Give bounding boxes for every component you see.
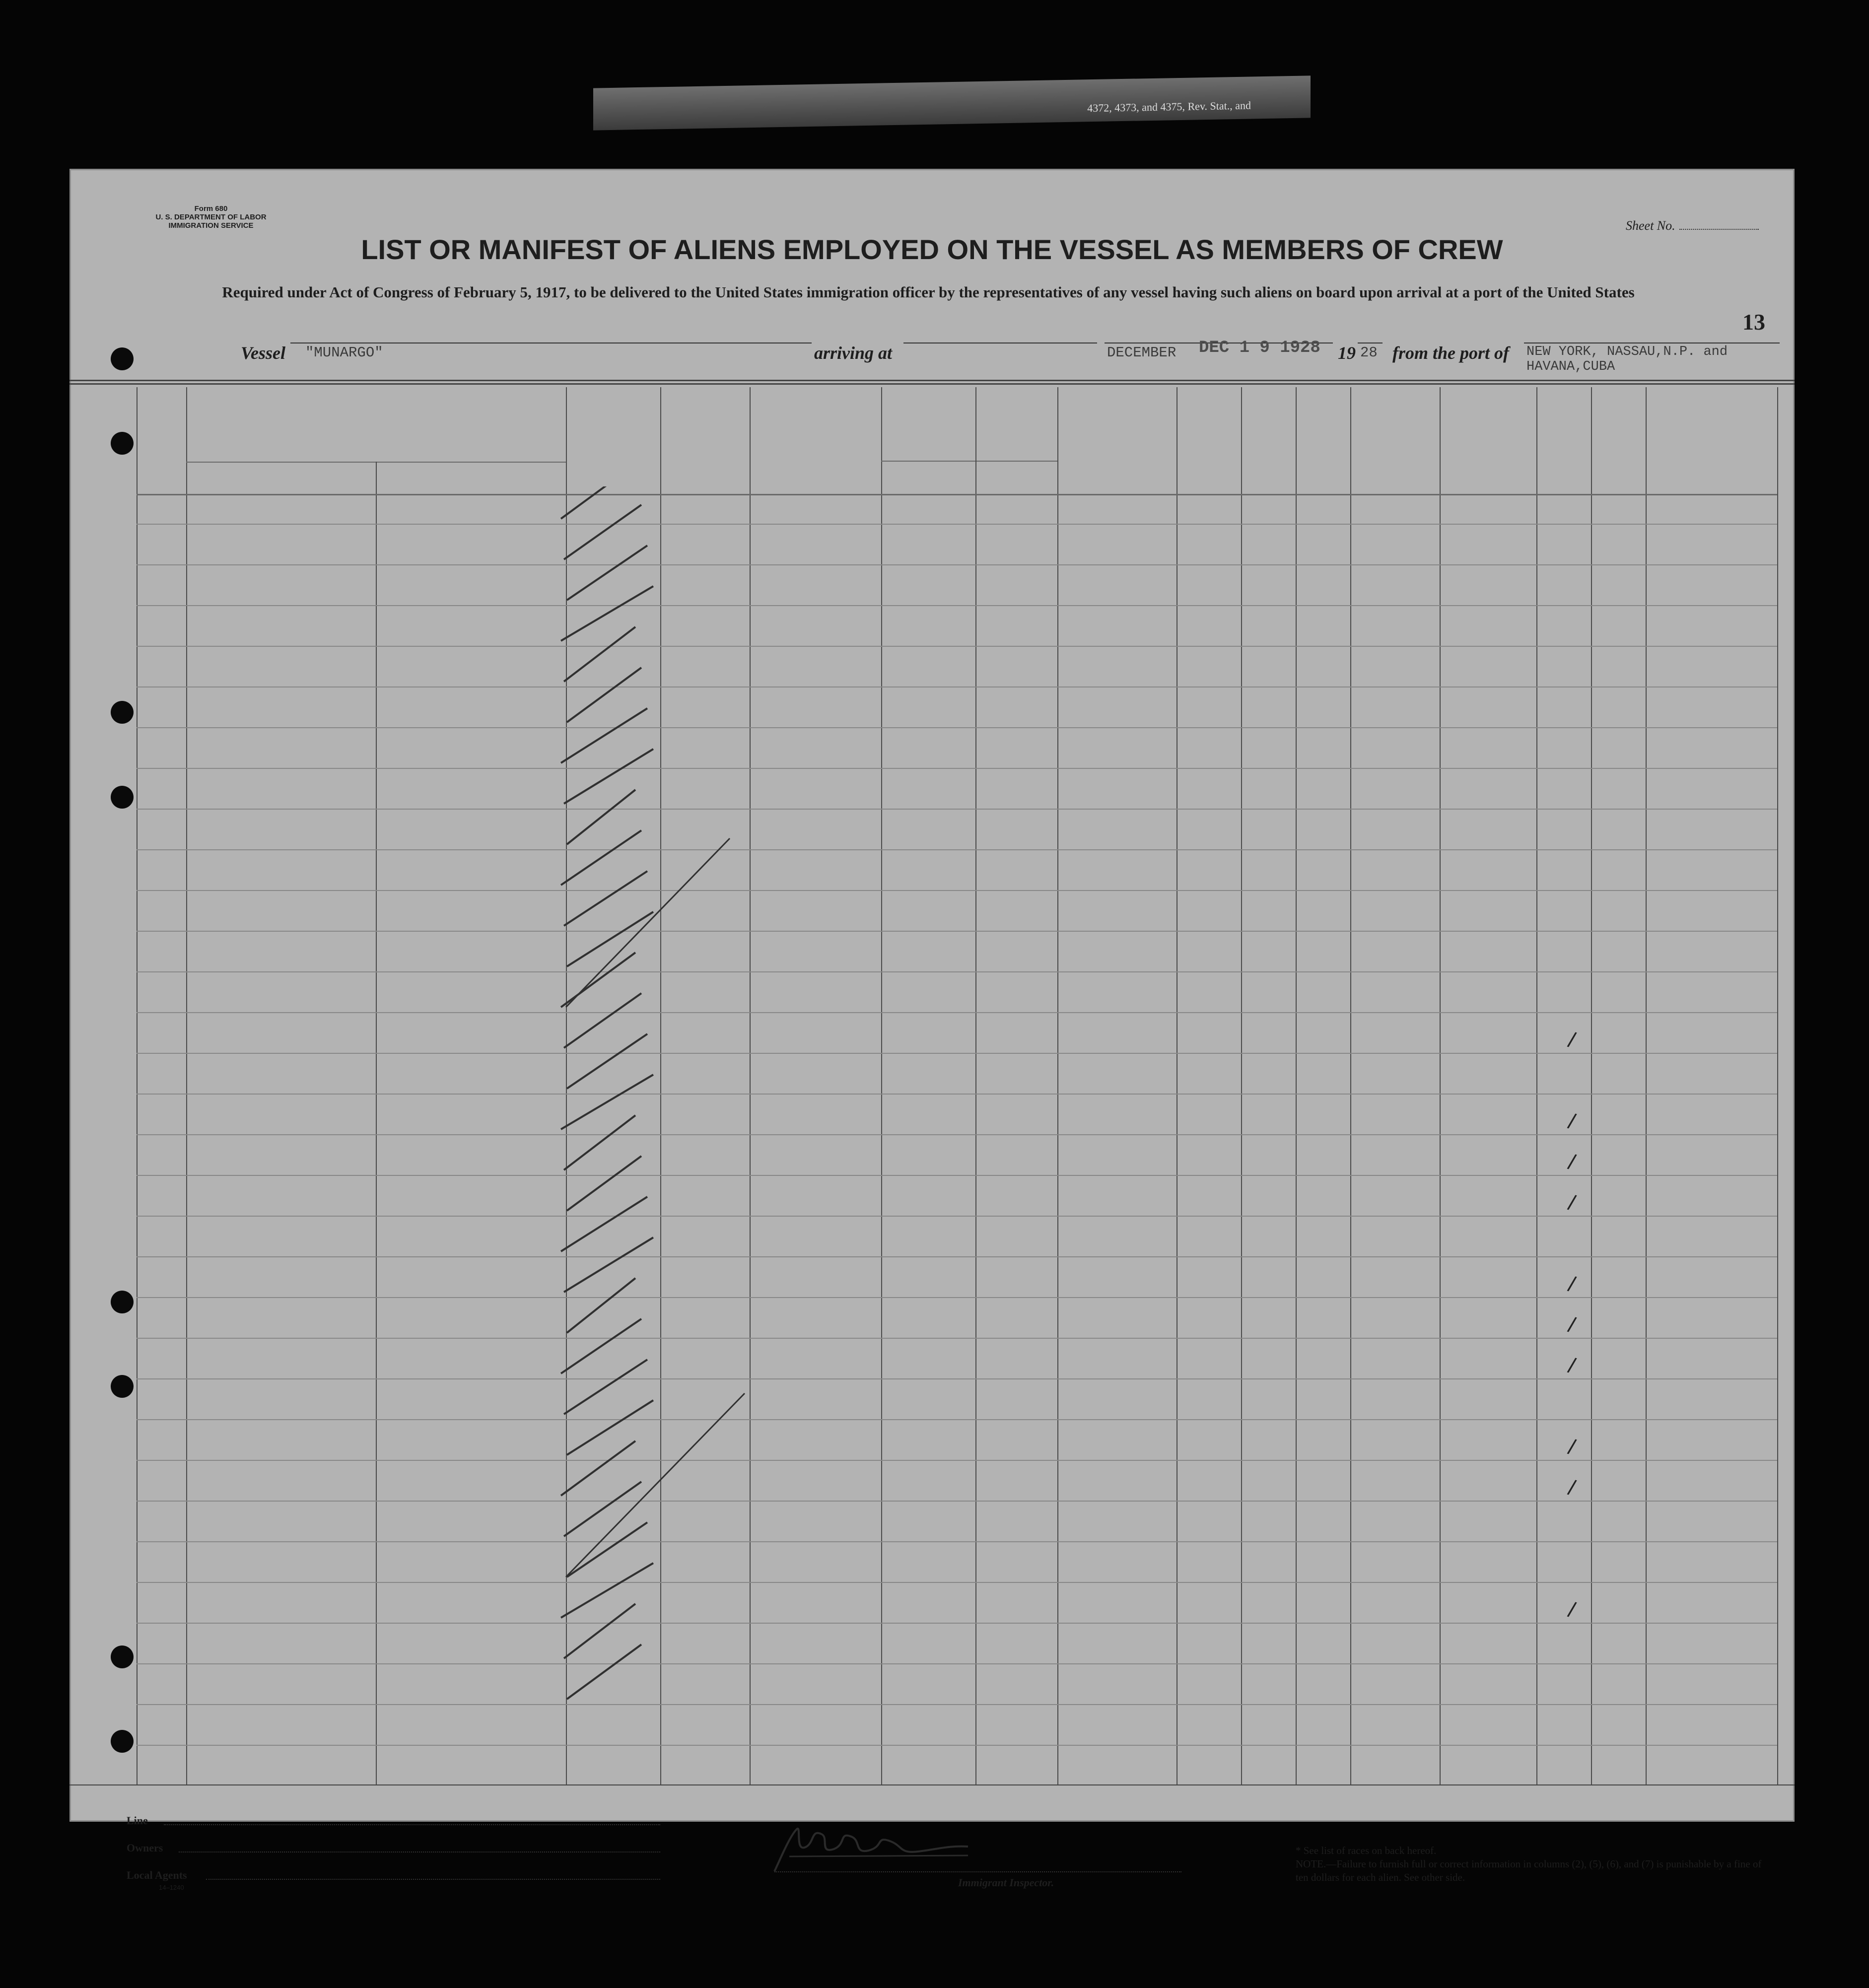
- penalty-note: NOTE.—Failure to furnish full or correct information in columns (2), (5), (6), and (7) is punishable by a fine of ten dollars for each alien. See other side.: [1296, 1858, 1762, 1883]
- attached-paper-strip: 4372, 4373, and 4375, Rev. Stat., and: [593, 75, 1311, 130]
- check-mark: /: [1565, 1272, 1578, 1297]
- pen-stroke: [564, 871, 647, 926]
- row-divider: [137, 1134, 1777, 1135]
- column-divider: [1777, 387, 1778, 1784]
- pen-stroke: [564, 993, 641, 1048]
- inspector-signature: [760, 1807, 1038, 1881]
- row-divider: [137, 564, 1777, 565]
- check-mark: /: [1565, 1150, 1578, 1175]
- header-bottom-rule: [137, 494, 1777, 495]
- pen-stroke: [567, 1645, 641, 1699]
- pen-stroke: [566, 838, 730, 1007]
- header-divider: [881, 461, 1057, 462]
- line-label: Line: [127, 1814, 148, 1827]
- check-mark: /: [1565, 1435, 1578, 1460]
- sheet-number-field: Sheet No.: [1626, 218, 1759, 233]
- pen-stroke: [564, 1237, 653, 1292]
- row-divider: [137, 1012, 1777, 1013]
- row-divider: [137, 1419, 1777, 1420]
- row-divider: [137, 1704, 1777, 1705]
- pen-stroke: [564, 1115, 635, 1170]
- owners-label: Owners: [127, 1842, 163, 1854]
- row-divider: [137, 1297, 1777, 1298]
- check-mark: /: [1565, 1597, 1578, 1623]
- row-divider: [137, 727, 1777, 728]
- inspector-label: Immigrant Inspector.: [958, 1876, 1054, 1889]
- column-divider: [881, 387, 882, 1784]
- column-divider: [1241, 387, 1242, 1784]
- footnotes: [1296, 1844, 1767, 1884]
- pen-stroke: [567, 546, 647, 600]
- pen-stroke: [564, 505, 641, 559]
- row-divider: [137, 1745, 1777, 1746]
- pen-stroke: [567, 1278, 635, 1333]
- pen-stroke: [567, 790, 635, 844]
- manifest-sheet: [69, 169, 1795, 1891]
- pen-stroke: [564, 1482, 641, 1536]
- pen-stroke: [567, 912, 653, 966]
- row-divider: [137, 646, 1777, 647]
- from-port-label: from the port of: [1392, 343, 1510, 363]
- check-mark: /: [1565, 1353, 1578, 1378]
- service-name: IMMIGRATION SERVICE: [168, 221, 254, 230]
- page-subtitle: Required under Act of Congress of February 5, 1917, to be delivered to the United States immigration officer by the representatives of any vessel having such aliens on board upon arrival at a port of the United States: [222, 283, 1635, 301]
- arriving-label: arriving at: [814, 343, 893, 363]
- column-divider: [1591, 387, 1592, 1784]
- agents-form-code: 14–1240: [159, 1884, 184, 1891]
- column-divider: [975, 461, 976, 1784]
- column-divider: [376, 462, 377, 1784]
- column-divider: [1296, 387, 1297, 1784]
- pen-stroke: [561, 486, 635, 519]
- check-mark: /: [1565, 1028, 1578, 1053]
- pen-stroke: [564, 1360, 647, 1414]
- arrival-month: DECEMBER: [1107, 344, 1177, 361]
- pen-stroke: [567, 1034, 647, 1089]
- row-divider: [137, 890, 1777, 891]
- column-divider: [1536, 387, 1537, 1784]
- pen-stroke: [561, 1441, 635, 1496]
- form-number: Form 680: [194, 205, 228, 213]
- row-divider: [137, 1216, 1777, 1217]
- pen-stroke: [564, 627, 635, 682]
- row-divider: [137, 768, 1777, 769]
- row-divider: [137, 809, 1777, 810]
- year-suffix: 28: [1360, 344, 1378, 361]
- pen-stroke: [561, 953, 635, 1007]
- pen-stroke: [566, 1393, 745, 1577]
- row-divider: [137, 605, 1777, 606]
- row-divider: [137, 1175, 1777, 1176]
- page-number: 13: [1742, 309, 1765, 335]
- column-divider: [1350, 387, 1351, 1784]
- local-agents-label: Local Agents: [127, 1869, 187, 1881]
- row-divider: [137, 1663, 1777, 1664]
- crew-table: [69, 169, 1795, 1822]
- department-name: U. S. DEPARTMENT OF LABOR: [155, 213, 267, 221]
- pen-stroke: [567, 1522, 647, 1577]
- column-divider: [1440, 387, 1441, 1784]
- row-divider: [137, 1501, 1777, 1502]
- year-prefix: 19: [1338, 343, 1356, 363]
- row-divider: [137, 1338, 1777, 1339]
- row-divider: [137, 931, 1777, 932]
- column-divider: [1057, 387, 1058, 1784]
- pen-stroke: [567, 1156, 641, 1211]
- check-mark: /: [1565, 1312, 1578, 1338]
- row-divider: [137, 849, 1777, 850]
- row-divider: [137, 1582, 1777, 1583]
- pen-stroke: [564, 1604, 635, 1658]
- row-divider: [137, 1378, 1777, 1379]
- row-divider: [137, 1541, 1777, 1542]
- row-divider: [137, 1623, 1777, 1624]
- row-divider: [137, 1256, 1777, 1257]
- check-mark: /: [1565, 1109, 1578, 1134]
- vessel-name: "MUNARGO": [305, 344, 383, 361]
- arrival-date-stamp: DEC 1 9 1928: [1199, 339, 1320, 357]
- pen-stroke: [567, 1400, 653, 1455]
- id-card-pen-strokes: [531, 486, 760, 1777]
- check-mark: /: [1565, 1190, 1578, 1216]
- row-divider: [137, 524, 1777, 525]
- row-divider: [137, 686, 1777, 687]
- page-title: LIST OR MANIFEST OF ALIENS EMPLOYED ON THE VESSEL AS MEMBERS OF CREW: [361, 234, 1503, 265]
- row-divider: [137, 1460, 1777, 1461]
- column-divider: [186, 387, 187, 1784]
- pen-stroke: [567, 668, 641, 722]
- row-divider: [137, 1094, 1777, 1095]
- check-mark: /: [1565, 1475, 1578, 1501]
- from-port: NEW YORK, NASSAU,N.P. and HAVANA,CUBA: [1526, 344, 1728, 374]
- pen-stroke: [564, 749, 653, 804]
- column-divider: [1646, 387, 1647, 1784]
- vessel-label: Vessel: [241, 343, 285, 363]
- row-divider: [137, 1053, 1777, 1054]
- row-divider: [137, 971, 1777, 972]
- column-divider: [137, 387, 138, 1784]
- race-footnote: * See list of races on back hereof.: [1296, 1845, 1437, 1856]
